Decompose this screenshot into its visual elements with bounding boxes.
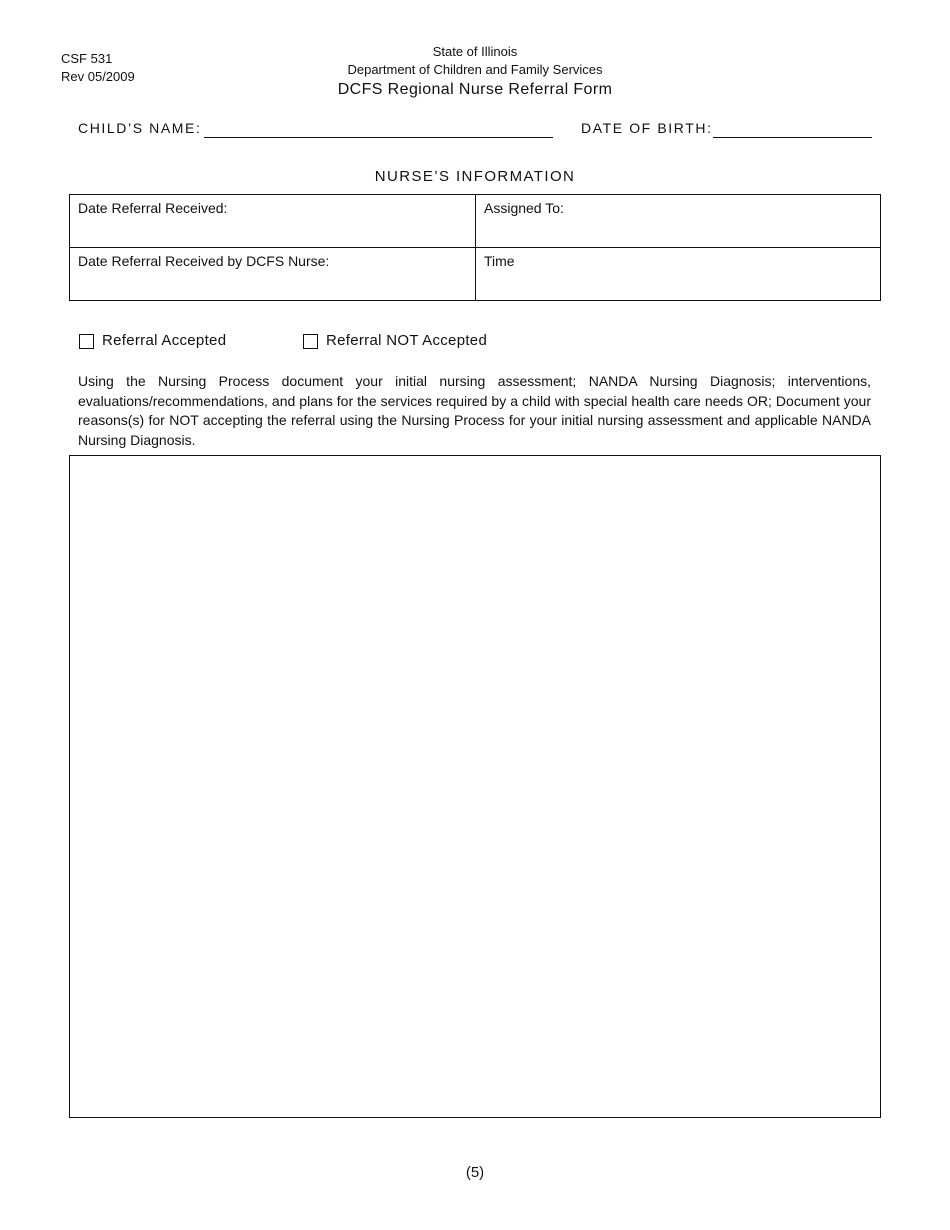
date-referral-received-label: Date Referral Received: [78, 200, 228, 216]
assessment-text-area[interactable] [69, 455, 881, 1118]
table-row [70, 195, 881, 248]
date-referral-received-cell[interactable] [70, 195, 476, 248]
page-number: (5) [465, 1164, 485, 1181]
date-received-by-nurse-label: Date Referral Received by DCFS Nurse: [78, 253, 330, 269]
assigned-to-label: Assigned To: [484, 200, 564, 216]
table-row [70, 248, 881, 301]
assigned-to-cell[interactable] [476, 195, 881, 248]
referral-accepted-checkbox[interactable] [79, 334, 94, 349]
nurse-information-table [69, 194, 881, 301]
child-name-label: CHILD’S NAME: [78, 120, 202, 136]
form-revision: Rev 05/2009 [61, 69, 135, 84]
instructions-text: Using the Nursing Process document your initial nursing assessment; NANDA Nursing Diagnosis; interventions, evaluations/recommendations, and plans for the services required by a child with special health care needs OR; Document your reasons(s) for NOT accepting the referral using the Nursing Process for your initial nursing assessment and applicable NANDA Nursing Diagnosis. [78, 373, 871, 448]
form-number: CSF 531 [61, 51, 113, 66]
date-received-by-nurse-cell[interactable] [70, 248, 476, 301]
referral-accepted-label: Referral Accepted [102, 332, 227, 349]
date-of-birth-field[interactable] [713, 137, 872, 138]
referral-not-accepted-label: Referral NOT Accepted [326, 332, 488, 349]
form-header [0, 43, 950, 101]
date-of-birth-label: DATE OF BIRTH: [581, 120, 713, 136]
time-cell[interactable] [476, 248, 881, 301]
child-name-field[interactable] [204, 137, 553, 138]
nurse-information-heading: NURSE’S INFORMATION [374, 168, 576, 185]
agency-state: State of Illinois [432, 44, 518, 59]
form-title: DCFS Regional Nurse Referral Form [337, 81, 613, 98]
referral-not-accepted-checkbox[interactable] [303, 334, 318, 349]
department-name: Department of Children and Family Services [347, 62, 603, 77]
time-label: Time [484, 253, 515, 269]
